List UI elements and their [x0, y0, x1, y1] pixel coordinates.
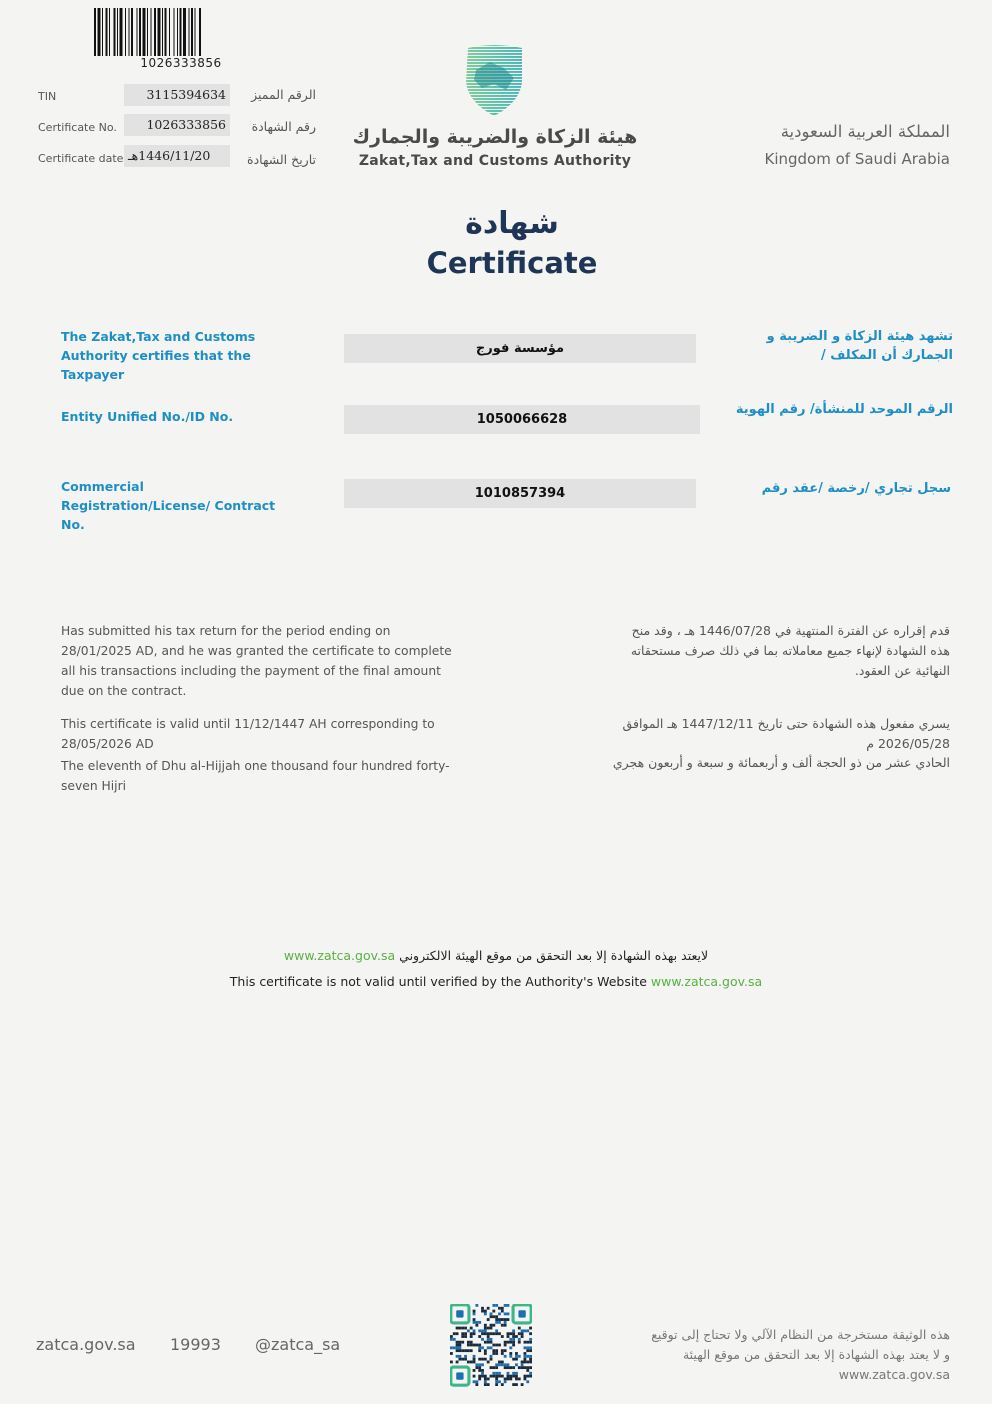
cr-number-field: 1010857394 [344, 479, 696, 508]
tin-value: 3115394634 [124, 84, 230, 106]
verification-note-en [200, 974, 792, 989]
verification-text-ar: لايعتد بهذه الشهادة إلا بعد التحقق من موقع الهيئة الالكتروني [399, 948, 709, 963]
body-paragraph-ar-2: يسري مفعول هذه الشهادة حتى تاريخ 1447/12/11 هـ الموافق 2026/05/28 م [622, 716, 950, 751]
cr-label-ar: سجل تجاري /رخصة /عقد رقم [761, 481, 951, 496]
organization-name-ar: هيئة الزكاة والضريبة والجمارك [352, 126, 638, 148]
taxpayer-label-en: The Zakat,Tax and Customs Authority certifies that the Taxpayer [61, 329, 256, 382]
footer-disclaimer-ar [600, 1325, 950, 1385]
body-paragraph-en-3: The eleventh of Dhu al-Hijjah one thousand four hundred forty-seven Hijri [61, 759, 450, 793]
kingdom-name-en: Kingdom of Saudi Arabia [764, 150, 950, 168]
tin-label: TIN [38, 90, 57, 103]
certificate-date-value: 1446/11/20هـ [124, 145, 230, 167]
taxpayer-label-ar: تشهد هيئة الزكاة و الضريبة و الجمارك أن المكلف / [766, 329, 953, 363]
certificate-no-label-ar: رقم الشهادة [251, 119, 316, 134]
barcode-number: 1026333856 [140, 56, 222, 70]
certificate-date-label-ar: تاريخ الشهادة [247, 152, 316, 167]
zatca-shield-logo-icon [460, 44, 528, 118]
footer-disclaimer-line-2: و لا يعتد بهذه الشهادة إلا بعد التحقق من موقع الهيئة [682, 1347, 950, 1362]
body-paragraph-en-1: Has submitted his tax return for the period ending on 28/01/2025 AD, and he was granted the certificate to complete all his transactions including the payment of the final amount due on the contract. [61, 624, 452, 698]
barcode-icon [94, 8, 268, 56]
entity-label-ar: الرقم الموحد للمنشأة/ رقم الهوية [735, 402, 953, 417]
certificate-title-en: Certificate [426, 246, 598, 280]
certificate-no-value: 1026333856 [124, 114, 230, 136]
kingdom-name-ar: المملكة العربية السعودية [780, 122, 950, 141]
body-paragraph-ar-1: قدم إقراره عن الفترة المنتهية في 1446/07/28 هـ ، وقد منح هذه الشهادة لإنهاء جميع معاملاته بما في ذلك صرف مستحقاته النهائية عن العقود. [630, 623, 950, 678]
verification-note-ar [200, 948, 792, 963]
footer-social-handle[interactable]: @zatca_sa [255, 1335, 341, 1354]
organization-name-en: Zakat,Tax and Customs Authority [358, 153, 632, 169]
certificate-title-ar: شهادة [465, 206, 559, 241]
footer-website[interactable]: zatca.gov.sa [36, 1335, 136, 1354]
tin-label-ar: الرقم المميز [251, 87, 316, 102]
entity-label-en: Entity Unified No./ID No. [61, 409, 234, 424]
footer-disclaimer-line-3: www.zatca.gov.sa [838, 1367, 950, 1382]
verification-text-en: This certificate is not valid until verified by the Authority's Website [229, 974, 647, 989]
body-paragraph-ar-3: الحادي عشر من ذو الحجة ألف و أربعمائة و سبعة و أربعون هجري [612, 755, 950, 770]
cr-label-en: Commercial Registration/License/ Contract No. [61, 479, 276, 532]
footer-phone: 19993 [170, 1335, 221, 1354]
verification-link-ar[interactable]: www.zatca.gov.sa [283, 948, 396, 963]
taxpayer-name-field: مؤسسة فورج [344, 334, 696, 363]
entity-number-field: 1050066628 [344, 405, 700, 434]
footer-disclaimer-line-1: هذه الوثيقة مستخرجة من النظام الآلي ولا تحتاج إلى توقيع [651, 1327, 950, 1342]
qr-code-icon [450, 1304, 532, 1388]
verification-link-en[interactable]: www.zatca.gov.sa [650, 974, 763, 989]
certificate-date-label: Certificate date [38, 152, 124, 165]
body-paragraph-en-2: This certificate is valid until 11/12/1447 AH corresponding to 28/05/2026 AD [61, 717, 435, 751]
certificate-no-label: Certificate No. [38, 121, 117, 134]
